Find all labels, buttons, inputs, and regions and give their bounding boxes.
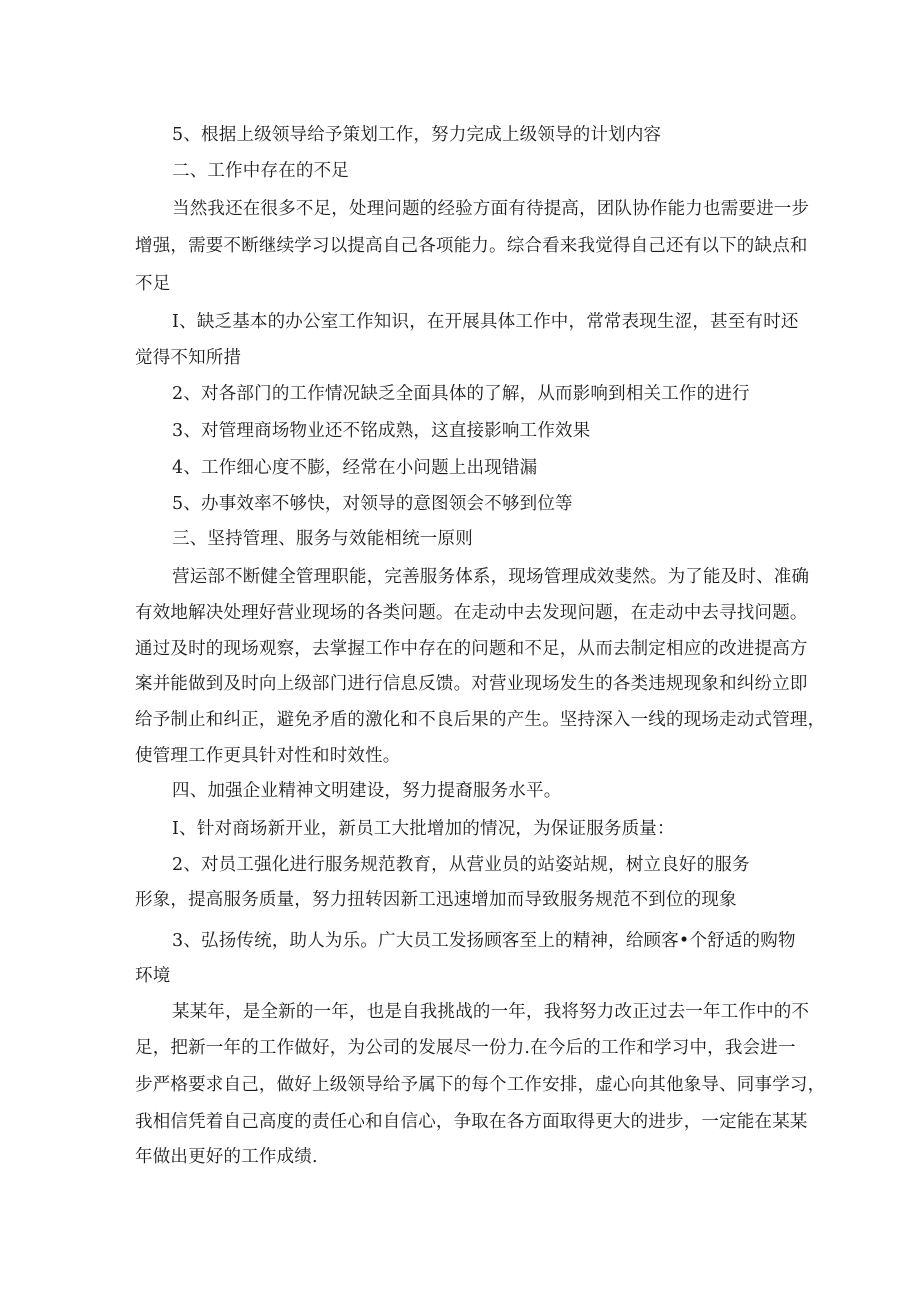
- text-line: 某某年，是全新的一年，也是自我挑战的一年，我将努力改正过去一年工作中的不: [172, 1002, 810, 1022]
- text-line: I、缺乏基本的办公室工作知识，在开展具体工作中，常常表现生涩，甚至有时还: [172, 312, 799, 332]
- text-line: 环境: [135, 966, 171, 986]
- text-line: 案并能做到及时向上级部门进行信息反馈。对营业现场发生的各类违规现象和纠纷立即: [135, 674, 808, 694]
- text-line: 5、办事效率不够快，对领导的意图领会不够到位等: [172, 494, 573, 514]
- text-line: 通过及时的现场观察，去掌握工作中存在的问题和不足，从而去制定相应的改进提高方: [135, 639, 808, 659]
- text-line: 足，把新一年的工作做好，为公司的发展尽一份力.在今后的工作和学习中，我会进一: [135, 1038, 796, 1058]
- text-line: 营运部不断健全管理职能，完善服务体系，现场管理成效斐然。为了能及时、准确: [172, 567, 810, 587]
- text-line: 觉得不知所措: [135, 348, 242, 368]
- text-line: 年做出更好的工作成绩.: [135, 1147, 318, 1167]
- text-line: 给予制止和纠正，避免矛盾的激化和不良后果的产生。坚持深入一线的现场走动式管理，: [135, 710, 826, 730]
- text-line: I、针对商场新开业，新员工大批增加的情况，为保证服务质量：: [172, 819, 675, 839]
- text-line: 当然我还在很多不足，处理问题的经验方面有待提高，团队协作能力也需要进一步: [172, 199, 810, 219]
- text-line: 3、弘扬传统，助人为乐。广大员工发扬顾客至上的精神，给顾客•个舒适的购物: [172, 931, 796, 951]
- section-heading: 四、加强企业精神文明建设，努力提裔服务水平。: [172, 781, 562, 801]
- text-line: 有效地解决处理好营业现场的各类问题。在走动中去发现问题，在走动中去寻找问题。: [135, 603, 808, 623]
- section-heading: 三、坚持管理、服务与效能相统一原则: [172, 529, 473, 549]
- text-line: 不足: [135, 274, 171, 294]
- text-line: 增强，需要不断继续学习以提高自己各项能力。综合看来我觉得自己还有以下的缺点和: [135, 236, 808, 256]
- section-heading: 二、工作中存在的不足: [172, 161, 349, 181]
- text-line: 2、对各部门的工作情况缺乏全面具体的了解，从而影响到相关工作的进行: [172, 384, 750, 404]
- text-line: 3、对管理商场物业还不铭成熟，这直接影响工作效果: [172, 421, 591, 441]
- text-line: 我相信凭着自己高度的责任心和自信心，争取在各方面取得更大的进步，一定能在某某: [135, 1112, 808, 1132]
- text-line: 5、根据上级领导给予策划工作，努力完成上级领导的计划内容: [172, 125, 662, 145]
- text-line: 使管理工作更具针对性和时效性。: [135, 746, 401, 766]
- text-line: 形象，提高服务质量，努力扭转因新工迅速增加而导致服务规范不到位的现象: [135, 890, 737, 910]
- text-line: 4、工作细心度不膨，经常在小问题上出现错漏: [172, 458, 538, 478]
- text-line: 步严格要求自己，做好上级领导给予属下的每个工作安排，虚心向其他象导、同事学习，: [135, 1075, 826, 1095]
- text-line: 2、对员工强化进行服务规范教育，从营业员的站姿站规，树立良好的服务: [172, 855, 750, 875]
